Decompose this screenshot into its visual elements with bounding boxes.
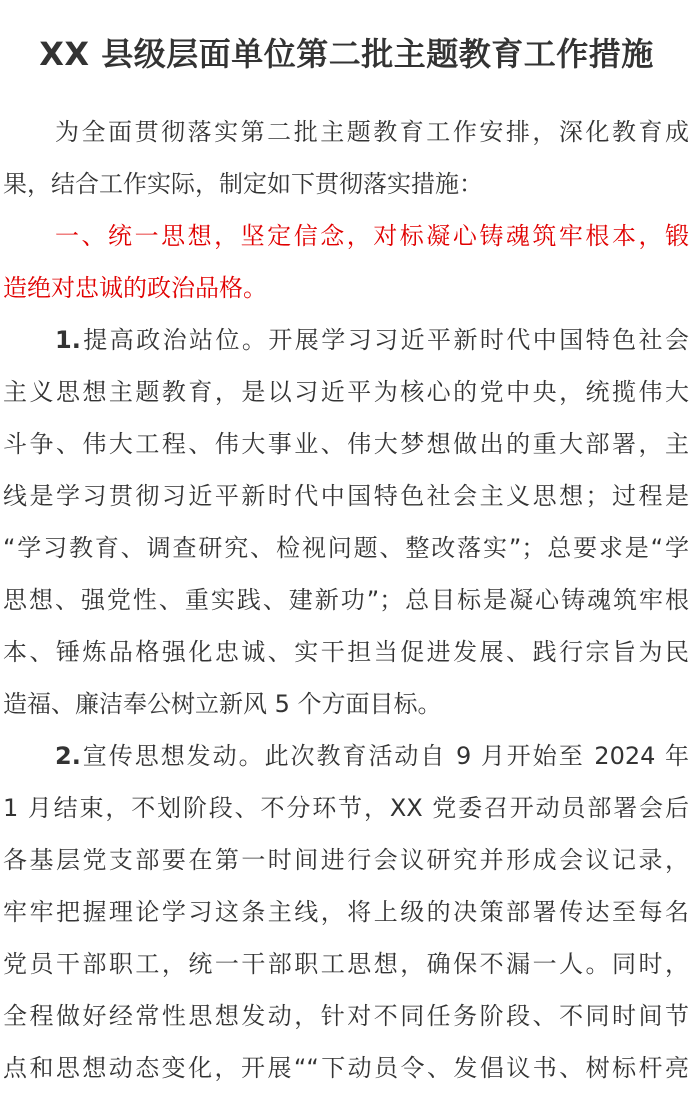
item-text: 宣传思想发动。此次教育活动自 9 月开始至 2024 年 bbox=[80, 742, 689, 770]
item-text: 提高政治站位。开展学习习近平新时代中国特色社会 bbox=[80, 326, 689, 354]
item-1-line: 斗争、伟大工程、伟大事业、伟大梦想做出的重大部署，主 bbox=[3, 430, 689, 458]
item-2-first-line bbox=[3, 730, 689, 782]
item-2-line: 1 月结束，不划阶段、不分环节，XX 党委召开动员部署会后 bbox=[3, 794, 689, 822]
section-heading-line: 一、统一思想，坚定信念，对标凝心铸魂筑牢根本，锻 bbox=[55, 222, 689, 250]
item-1-line: 本、锤炼品格强化忠诚、实干担当促进发展、践行宗旨为民 bbox=[3, 638, 689, 666]
item-number: 1. bbox=[55, 326, 81, 354]
item-1-line: 造福、廉洁奉公树立新风 5 个方面目标。 bbox=[3, 690, 442, 718]
intro-line: 果，结合工作实际，制定如下贯彻落实措施： bbox=[3, 170, 483, 198]
item-1-line: “学习教育、调查研究、检视问题、整改落实”；总要求是“学 bbox=[3, 534, 689, 562]
item-1-line: 线是学习贯彻习近平新时代中国特色社会主义思想；过程是 bbox=[3, 482, 689, 510]
item-2-line: 各基层党支部要在第一时间进行会议研究并形成会议记录， bbox=[3, 846, 689, 874]
item-2-line: 全程做好经常性思想发动，针对不同任务阶段、不同时间节 bbox=[3, 1002, 689, 1030]
item-2-line: 点和思想动态变化，开展““下动员令、发倡议书、树标杆亮 bbox=[3, 1054, 689, 1082]
item-2-line: 牢牢把握理论学习这条主线，将上级的决策部署传达至每名 bbox=[3, 898, 689, 926]
item-2-line: 党员干部职工，统一干部职工思想，确保不漏一人。同时， bbox=[3, 950, 689, 978]
item-1-line: 思想、强党性、重实践、建新功”；总目标是凝心铸魂筑牢根 bbox=[3, 586, 689, 614]
item-1-line: 主义思想主题教育，是以习近平为核心的党中央，统揽伟大 bbox=[3, 378, 689, 406]
item-number: 2. bbox=[55, 742, 81, 770]
intro-line: 为全面贯彻落实第二批主题教育工作安排，深化教育成 bbox=[55, 118, 689, 146]
document-body bbox=[3, 106, 689, 1094]
section-heading-line: 造绝对忠诚的政治品格。 bbox=[3, 274, 267, 302]
item-1-first-line bbox=[3, 314, 689, 366]
document-title: XX 县级层面单位第二批主题教育工作措施 bbox=[39, 35, 654, 73]
